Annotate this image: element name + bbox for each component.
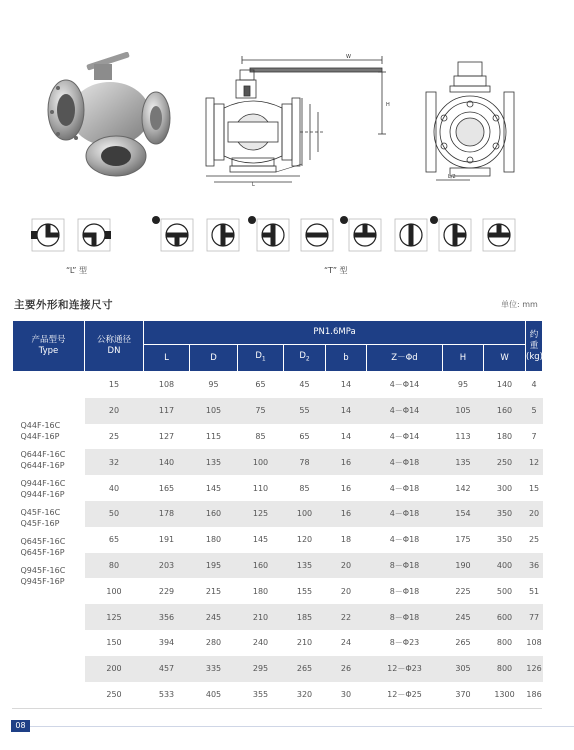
cell-d1: 75	[238, 398, 284, 424]
cell-b: 14	[340, 380, 352, 390]
cell-d2: 120	[296, 535, 313, 545]
cell-bolt-holes: 8－Φ23	[389, 638, 420, 648]
cell-w: 1300	[494, 689, 515, 699]
unit-label: 单位: mm	[501, 300, 538, 309]
t-type-flow-icon	[256, 218, 290, 252]
cell-d1: 85	[255, 431, 266, 441]
cell-weight: 51	[528, 586, 540, 596]
dn-header-cn: 公称通径	[96, 335, 131, 345]
cell-b: 14	[340, 431, 352, 441]
cell-weight: 186	[526, 689, 542, 699]
cell-d: 115	[205, 431, 222, 441]
cell-l: 394	[158, 638, 175, 648]
cell-weight: 126	[526, 656, 543, 682]
t-type-flow-icon	[300, 218, 334, 252]
cell-l: 178	[144, 501, 190, 527]
cell-d2: 45	[299, 380, 310, 390]
cell-weight: 7	[531, 431, 537, 441]
cell-d2: 65	[299, 431, 310, 441]
cell-d: 145	[205, 483, 222, 493]
cell-d2: 135	[284, 553, 326, 579]
cell-l: 356	[144, 604, 190, 630]
cell-l: 108	[158, 380, 175, 390]
t-type-flow-icon	[438, 218, 472, 252]
table-row	[13, 475, 543, 501]
cell-d1: 180	[252, 586, 269, 596]
cell-d2: 185	[284, 604, 326, 630]
cell-d1: 295	[238, 656, 284, 682]
model-name: Q945F-16P	[20, 577, 65, 586]
table-row	[13, 449, 543, 475]
col-header-b: b	[326, 345, 367, 372]
model-name: Q644F-16P	[20, 461, 65, 470]
model-name: Q645F-16C	[20, 537, 66, 546]
cell-h: 142	[455, 483, 471, 493]
table-row	[13, 501, 543, 527]
cell-w: 400	[484, 553, 526, 579]
table-row	[13, 578, 543, 604]
cell-d: 405	[205, 689, 222, 699]
cell-d1: 65	[255, 380, 266, 390]
l-type-flow-icon	[31, 218, 65, 252]
cell-b: 20	[340, 586, 352, 596]
cell-h: 265	[455, 638, 471, 648]
table-row	[13, 527, 543, 553]
cell-d2: 85	[299, 483, 310, 493]
cell-d: 105	[190, 398, 238, 424]
cell-weight: 25	[528, 535, 540, 545]
cell-l: 457	[144, 656, 190, 682]
dimension-table	[12, 320, 543, 707]
cell-d2: 100	[284, 501, 326, 527]
cell-w: 350	[484, 501, 526, 527]
model-name: Q944F-16P	[20, 490, 65, 499]
t-type-marker-3	[340, 216, 348, 224]
cell-dn: 32	[85, 449, 144, 475]
cell-b: 14	[326, 398, 367, 424]
cell-l: 229	[158, 586, 175, 596]
cell-l: 117	[144, 398, 190, 424]
col-header-d: D	[190, 345, 238, 372]
dn-header	[85, 321, 144, 372]
cell-h: 135	[443, 449, 484, 475]
col-header-w: W	[484, 345, 526, 372]
cell-d: 215	[205, 586, 222, 596]
cell-weight: 12	[526, 449, 543, 475]
table-row	[13, 656, 543, 682]
table-bottom-rule	[12, 708, 542, 709]
table-row	[13, 372, 543, 398]
cell-dn: 125	[85, 604, 144, 630]
model-name: Q44F-16C	[20, 421, 61, 430]
cell-h: 305	[443, 656, 484, 682]
cell-bolt-holes: 8－Φ18	[367, 604, 443, 630]
cell-w: 300	[496, 483, 513, 493]
cell-dn: 65	[108, 535, 120, 545]
t-type-flow-icon	[394, 218, 428, 252]
col-header-h: H	[443, 345, 484, 372]
model-header-en: Type	[38, 346, 59, 356]
cell-h: 113	[455, 431, 471, 441]
cell-b: 20	[326, 553, 367, 579]
t-type-flow-icon	[482, 218, 516, 252]
cell-bolt-holes: 4－Φ14	[389, 431, 420, 441]
l-type-label: “L” 型	[66, 266, 87, 275]
cell-d2: 78	[284, 449, 326, 475]
cell-d1: 100	[238, 449, 284, 475]
cell-d2: 55	[284, 398, 326, 424]
cell-bolt-holes: 4－Φ18	[367, 501, 443, 527]
cell-l: 127	[158, 431, 175, 441]
cell-d: 335	[190, 656, 238, 682]
model-header-cn: 产品型号	[31, 335, 66, 345]
cell-d2: 210	[296, 638, 313, 648]
weight-header-unit: (kg)	[526, 351, 543, 362]
cell-d1: 355	[252, 689, 269, 699]
cell-weight: 36	[526, 553, 543, 579]
cell-l: 203	[144, 553, 190, 579]
weight-header	[526, 321, 543, 372]
cell-d2: 155	[296, 586, 313, 596]
cell-d: 160	[190, 501, 238, 527]
cell-dn: 250	[106, 689, 122, 699]
cell-dn: 80	[85, 553, 144, 579]
cell-w: 500	[496, 586, 513, 596]
cell-b: 16	[326, 501, 367, 527]
cell-d: 95	[208, 380, 219, 390]
table-row	[13, 604, 543, 630]
cell-bolt-holes: 4－Φ18	[389, 535, 420, 545]
cell-w: 140	[496, 380, 513, 390]
model-name: Q945F-16C	[20, 566, 66, 575]
cell-b: 24	[340, 638, 352, 648]
cell-d2: 320	[296, 689, 313, 699]
cell-d: 180	[205, 535, 222, 545]
cell-bolt-holes: 12－Φ23	[367, 656, 443, 682]
cell-h: 225	[455, 586, 471, 596]
l-type-flow-icon	[77, 218, 111, 252]
svg-text:L: L	[252, 182, 255, 188]
table-row	[13, 682, 543, 708]
cell-b: 16	[340, 483, 352, 493]
cell-bolt-holes: 4－Φ14	[389, 380, 420, 390]
model-name: Q644F-16C	[20, 450, 66, 459]
cell-l: 140	[144, 449, 190, 475]
col-header-bolt: Z－Φd	[367, 345, 443, 372]
cell-dn: 40	[108, 483, 120, 493]
cell-h: 190	[443, 553, 484, 579]
cell-w: 800	[484, 656, 526, 682]
model-name: Q645F-16P	[20, 548, 65, 557]
cell-w: 800	[496, 638, 513, 648]
col-header-l: L	[144, 345, 190, 372]
t-type-flow-icon	[348, 218, 382, 252]
cell-d1: 145	[252, 535, 269, 545]
cell-b: 16	[326, 449, 367, 475]
cell-w: 180	[496, 431, 513, 441]
cell-bolt-holes: 4－Φ18	[389, 483, 420, 493]
cell-dn: 15	[108, 380, 120, 390]
t-type-marker-1	[152, 216, 160, 224]
t-type-marker-4	[430, 216, 438, 224]
cell-bolt-holes: 8－Φ18	[367, 553, 443, 579]
valve-front-drawing	[196, 46, 416, 188]
col-header-d2: $D_2$	[284, 345, 326, 372]
model-name: Q944F-16C	[20, 479, 66, 488]
cell-d: 245	[190, 604, 238, 630]
cell-d: 280	[205, 638, 222, 648]
pressure-header: PN1.6MPa	[144, 321, 526, 345]
section-title: 主要外形和连接尺寸	[14, 299, 113, 311]
cell-d1: 160	[238, 553, 284, 579]
cell-h: 154	[443, 501, 484, 527]
cell-d: 135	[190, 449, 238, 475]
cell-dn: 150	[106, 638, 122, 648]
t-type-label: “T” 型	[324, 266, 348, 275]
model-name: Q44F-16P	[20, 432, 60, 441]
dn-header-en: DN	[107, 346, 121, 356]
cell-w: 600	[484, 604, 526, 630]
valve-product-photo	[36, 52, 176, 180]
valve-side-drawing	[420, 56, 520, 184]
cell-bolt-holes: 12－Φ25	[387, 689, 422, 699]
cell-dn: 20	[85, 398, 144, 424]
cell-h: 175	[455, 535, 471, 545]
cell-w: 350	[496, 535, 513, 545]
cell-weight: 4	[531, 380, 537, 390]
cell-d1: 240	[252, 638, 269, 648]
svg-text:W: W	[346, 54, 351, 60]
table-row	[13, 424, 543, 450]
cell-bolt-holes: 8－Φ18	[389, 586, 420, 596]
cell-bolt-holes: 4－Φ18	[367, 449, 443, 475]
cell-w: 250	[484, 449, 526, 475]
page-number: 08	[11, 720, 30, 732]
table-row	[13, 398, 543, 424]
t-type-marker-2	[248, 216, 256, 224]
model-header	[13, 321, 85, 372]
cell-l: 533	[158, 689, 175, 699]
model-name: Q45F-16C	[20, 508, 61, 517]
footer-rule	[30, 726, 574, 727]
cell-h: 95	[457, 380, 469, 390]
cell-h: 105	[443, 398, 484, 424]
svg-text:H: H	[386, 102, 390, 108]
cell-weight: 5	[526, 398, 543, 424]
cell-d1: 110	[252, 483, 269, 493]
cell-d1: 210	[238, 604, 284, 630]
cell-bolt-holes: 4－Φ14	[367, 398, 443, 424]
cell-weight: 15	[528, 483, 540, 493]
cell-weight: 77	[526, 604, 543, 630]
cell-d: 195	[190, 553, 238, 579]
col-header-d1: $D_1$	[238, 345, 284, 372]
cell-d2: 265	[284, 656, 326, 682]
cell-dn: 50	[85, 501, 144, 527]
cell-weight: 20	[526, 501, 543, 527]
cell-l: 191	[158, 535, 175, 545]
svg-text:L/2: L/2	[448, 174, 456, 180]
cell-h: 370	[455, 689, 471, 699]
weight-header-cn: 约重	[529, 329, 539, 351]
cell-b: 22	[326, 604, 367, 630]
cell-l: 165	[158, 483, 175, 493]
cell-b: 18	[340, 535, 352, 545]
table-row	[13, 553, 543, 579]
t-type-flow-icon	[206, 218, 240, 252]
cell-b: 26	[326, 656, 367, 682]
cell-d1: 125	[238, 501, 284, 527]
model-list-cell	[13, 372, 85, 708]
table-row	[13, 630, 543, 656]
cell-weight: 108	[526, 638, 542, 648]
cell-b: 30	[340, 689, 352, 699]
model-name: Q45F-16P	[20, 519, 60, 528]
t-type-flow-icon	[160, 218, 194, 252]
cell-w: 160	[484, 398, 526, 424]
cell-dn: 200	[85, 656, 144, 682]
cell-h: 245	[443, 604, 484, 630]
cell-dn: 100	[106, 586, 122, 596]
cell-dn: 25	[108, 431, 120, 441]
